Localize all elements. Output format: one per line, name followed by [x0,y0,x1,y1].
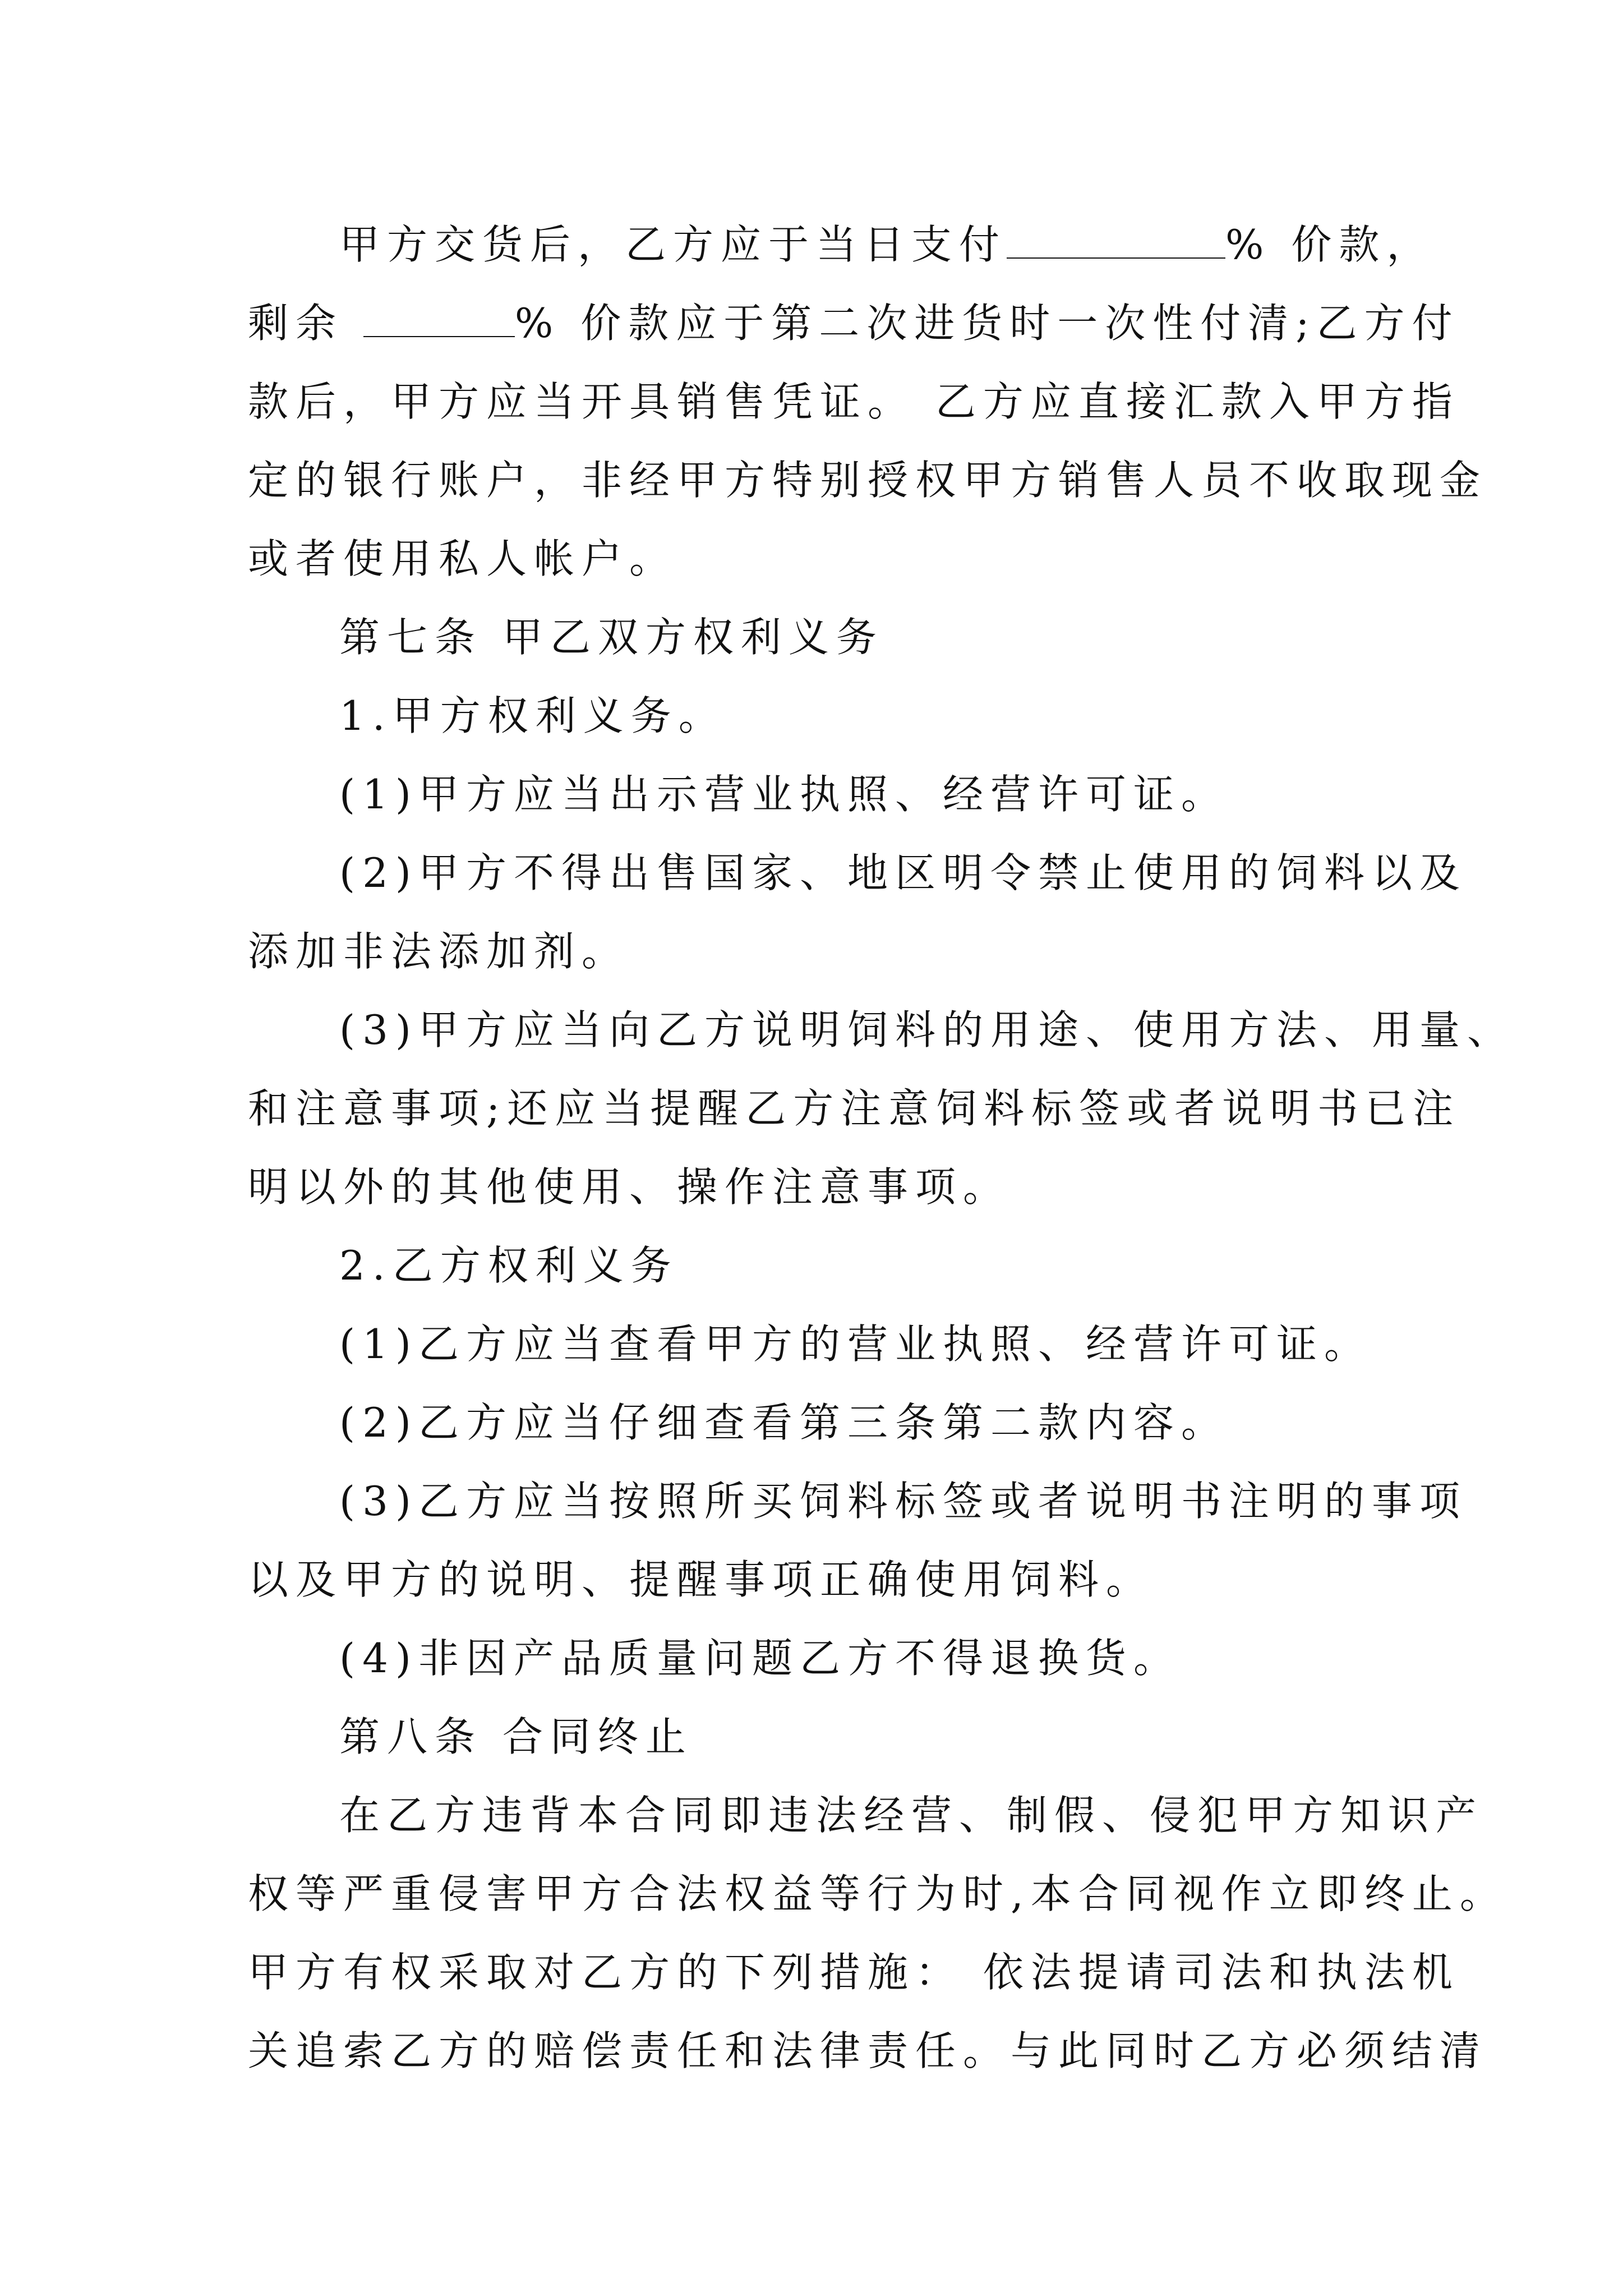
paragraph-line-22 [248,1870,1507,1917]
text-segment: % 价款， [1225,221,1435,268]
paragraph-line-8 [339,771,1229,818]
text-segment: 或者使用私人帐户。 [248,535,677,582]
paragraph-line-13 [248,1163,1011,1211]
paragraph-line-19 [339,1635,1181,1682]
text-segment: 1.甲方权利义务。 [339,692,726,739]
text-segment: 明以外的其他使用、操作注意事项。 [248,1163,1011,1211]
paragraph-line-7 [339,692,726,739]
paragraph-line-17 [339,1478,1467,1525]
paragraph-line-1 [339,221,1435,268]
text-segment: 添加非法添加剂。 [248,928,630,975]
paragraph-line-15 [339,1320,1372,1368]
paragraph-line-4 [248,457,1488,504]
text-segment: (1)乙方应当查看甲方的营业执照、经营许可证。 [339,1320,1372,1368]
text-segment: (2)甲方不得出售国家、地区明令禁止使用的饲料以及 [339,849,1467,896]
text-segment: 甲方交货后，乙方应于当日支付 [339,221,1007,268]
text-segment: (1)甲方应当出示营业执照、经营许可证。 [339,771,1229,818]
text-segment: 剩余 [248,300,363,347]
text-segment: 甲方有权采取对乙方的下列措施： 依法提请司法和执法机 [248,1949,1460,1996]
paragraph-line-3 [248,378,1460,425]
text-segment: 2.乙方权利义务 [339,1242,679,1289]
section-heading [339,614,884,661]
paragraph-line-21 [339,1792,1484,1839]
paragraph-line-12 [248,1085,1461,1132]
paragraph-line-16 [339,1399,1229,1446]
paragraph-line-11 [339,1006,1515,1053]
fill-in-blank [363,303,515,337]
text-segment: 在乙方违背本合同即违法经营、制假、侵犯甲方知识产 [339,1792,1484,1839]
fill-in-blank [1007,225,1225,259]
text-segment: 以及甲方的说明、提醒事项正确使用饲料。 [248,1556,1154,1603]
text-segment: (3)甲方应当向乙方说明饲料的用途、使用方法、用量、 [339,1006,1515,1053]
section-heading [339,1713,693,1760]
text-segment: (4)非因产品质量问题乙方不得退换货。 [339,1635,1181,1682]
text-segment: (3)乙方应当按照所买饲料标签或者说明书注明的事项 [339,1478,1467,1525]
paragraph-line-5 [248,535,677,582]
paragraph-line-24 [248,2027,1488,2074]
text-segment: 第七条 甲乙双方权利义务 [339,614,884,661]
paragraph-line-2 [248,300,1460,347]
text-segment: 权等严重侵害甲方合法权益等行为时,本合同视作立即终止。 [248,1870,1507,1917]
text-segment: 关追索乙方的赔偿责任和法律责任。与此同时乙方必须结清 [248,2027,1488,2074]
text-segment: 第八条 合同终止 [339,1713,693,1760]
paragraph-line-14 [339,1242,679,1289]
text-segment: 定的银行账户，非经甲方特别授权甲方销售人员不收取现金 [248,457,1488,504]
paragraph-line-10 [248,928,630,975]
paragraph-line-23 [248,1949,1460,1996]
paragraph-line-9 [339,849,1467,896]
paragraph-line-18 [248,1556,1154,1603]
text-segment: 款后，甲方应当开具销售凭证。 乙方应直接汇款入甲方指 [248,378,1460,425]
text-segment: 和注意事项;还应当提醒乙方注意饲料标签或者说明书已注 [248,1085,1461,1132]
text-segment: (2)乙方应当仔细查看第三条第二款内容。 [339,1399,1229,1446]
text-segment: % 价款应于第二次进货时一次性付清;乙方付 [514,300,1460,347]
